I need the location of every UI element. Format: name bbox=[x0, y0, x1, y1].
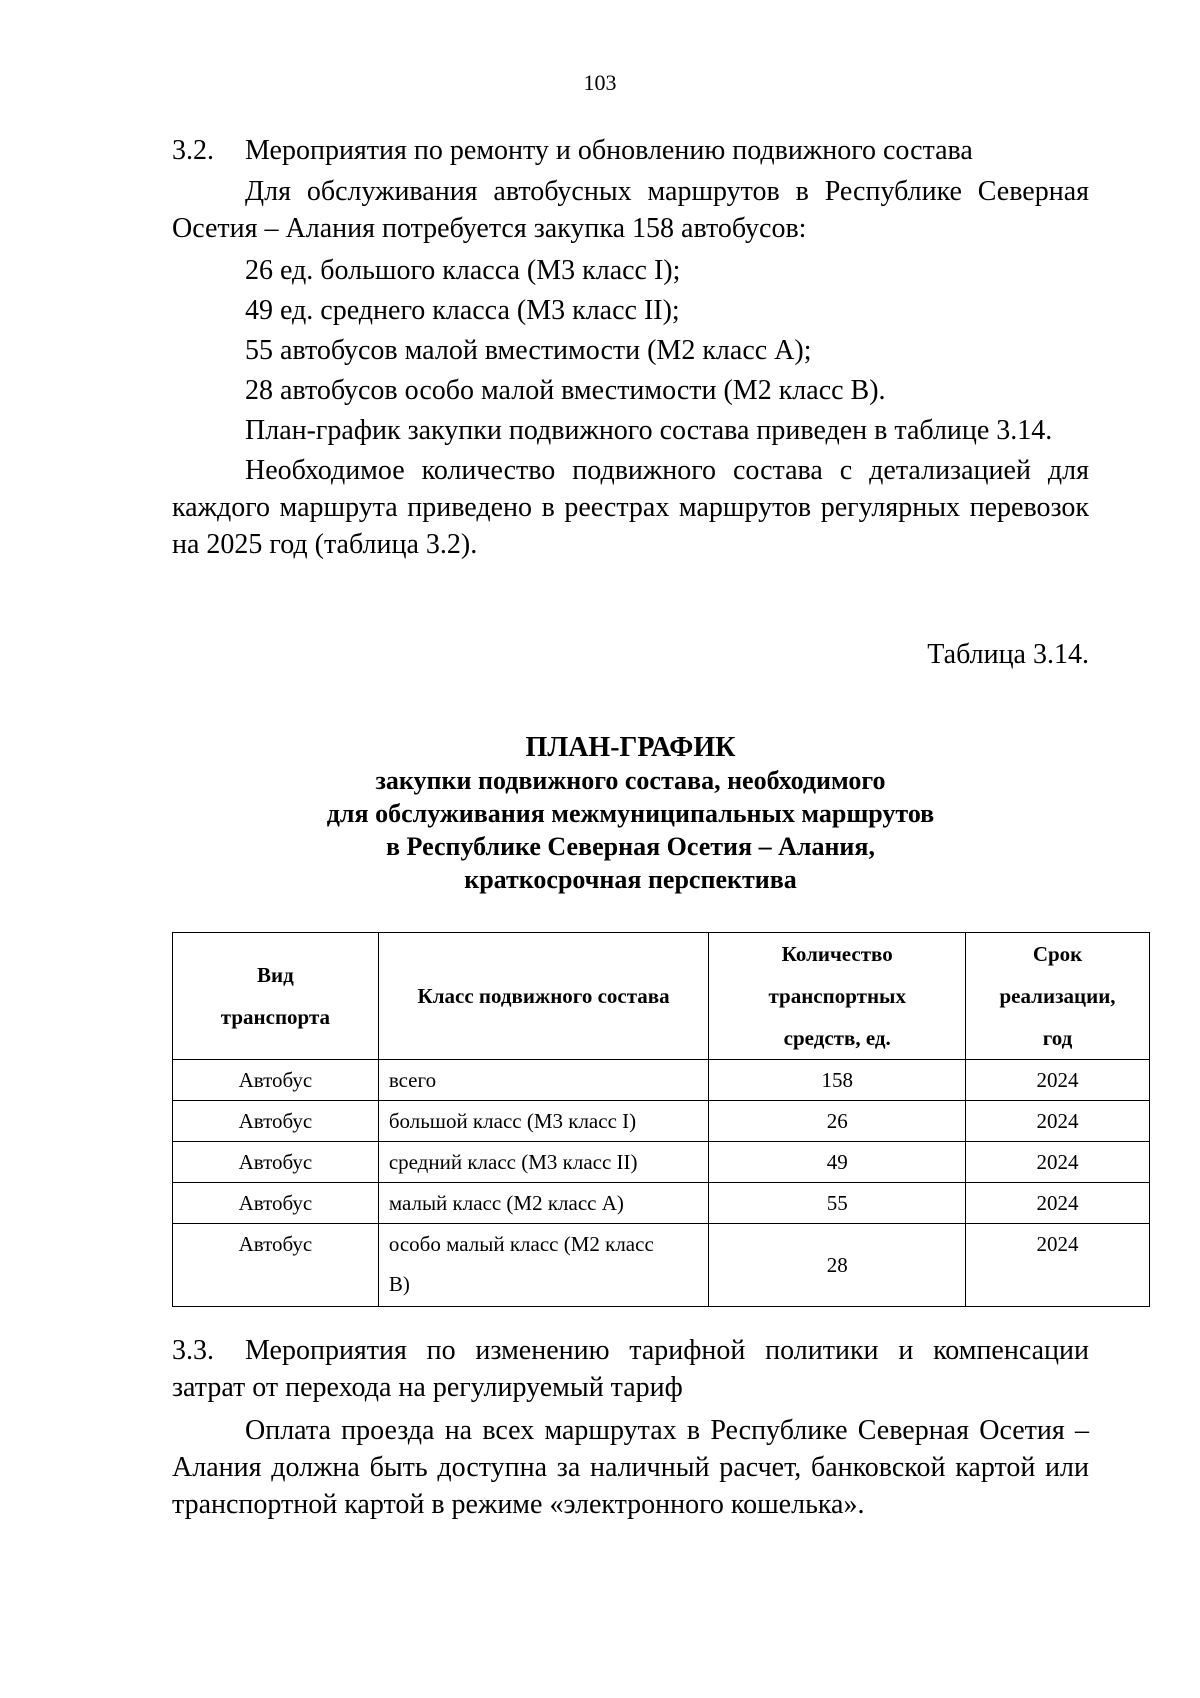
table-title-line: для обслуживания межмуниципальных маршрутов bbox=[326, 799, 935, 828]
list-item: 49 ед. среднего класса (М3 класс II); bbox=[245, 295, 680, 326]
header-text: реализации, bbox=[999, 984, 1116, 1008]
table-row bbox=[173, 1142, 1150, 1183]
cell-year: 2024 bbox=[966, 1224, 1150, 1307]
header-text: Количество bbox=[781, 942, 893, 966]
table-row bbox=[173, 1101, 1150, 1142]
section-title: Мероприятия по изменению тарифной политики и компенсации затрат от перехода на регулируемый тариф bbox=[172, 1335, 1089, 1403]
section-title: Мероприятия по ремонту и обновлению подвижного состава bbox=[245, 135, 973, 166]
header-class: Класс подвижного состава bbox=[378, 933, 709, 1060]
list-item: 28 автобусов особо малой вместимости (М2 класс В). bbox=[245, 375, 886, 406]
header-text: Вид bbox=[257, 963, 294, 987]
header-text: средств, ед. bbox=[783, 1026, 891, 1050]
section-heading-3-2 bbox=[172, 132, 1089, 169]
header-text: Срок bbox=[1032, 942, 1083, 966]
cell-class: большой класс (М3 класс I) bbox=[378, 1101, 709, 1142]
header-term bbox=[966, 933, 1150, 1060]
paragraph-route-details: Необходимое количество подвижного состава с детализацией для каждого маршрута приведено в реестрах маршрутов регулярных перевозок на 2025 год (таблица 3.2). bbox=[172, 455, 1089, 560]
cell-class: всего bbox=[378, 1060, 709, 1101]
cell-year: 2024 bbox=[966, 1183, 1150, 1224]
cell-type: Автобус bbox=[173, 1101, 379, 1142]
table-header-row bbox=[173, 933, 1150, 1060]
header-transport-type bbox=[173, 933, 379, 1060]
table-row bbox=[173, 1183, 1150, 1224]
cell-quantity: 26 bbox=[709, 1101, 966, 1142]
paragraph-payment: Оплата проезда на всех маршрутах в Республике Северная Осетия – Алания должна быть доступна за наличный расчет, банковской картой или транспортной картой в режиме «электронного кошелька». bbox=[172, 1415, 1089, 1520]
table-row bbox=[173, 1060, 1150, 1101]
procurement-table bbox=[172, 932, 1150, 1307]
cell-class: малый класс (М2 класс А) bbox=[378, 1183, 709, 1224]
cell-type: Автобус bbox=[173, 1142, 379, 1183]
section-number: 3.3. bbox=[172, 1335, 214, 1366]
cell-quantity: 158 bbox=[709, 1060, 966, 1101]
cell-year: 2024 bbox=[966, 1060, 1150, 1101]
cell-year: 2024 bbox=[966, 1101, 1150, 1142]
table-title bbox=[172, 731, 1089, 896]
header-quantity bbox=[709, 933, 966, 1060]
table-title-line: ПЛАН-ГРАФИК bbox=[525, 732, 736, 763]
cell-type: Автобус bbox=[173, 1183, 379, 1224]
table-title-line: в Республике Северная Осетия – Алания, bbox=[386, 832, 875, 861]
table-title-line: краткосрочная перспектива bbox=[464, 865, 797, 894]
cell-class-line: В) bbox=[388, 1272, 410, 1296]
table-caption-ref: Таблица 3.14. bbox=[927, 639, 1089, 670]
cell-quantity: 49 bbox=[709, 1142, 966, 1183]
cell-class bbox=[378, 1224, 709, 1307]
header-text: год bbox=[1042, 1026, 1073, 1050]
section-number: 3.2. bbox=[172, 135, 214, 166]
section-heading-3-3 bbox=[172, 1332, 1089, 1406]
cell-year: 2024 bbox=[966, 1142, 1150, 1183]
cell-class-line: особо малый класс (М2 класс bbox=[388, 1232, 654, 1256]
list-item: 55 автобусов малой вместимости (М2 класс А); bbox=[245, 335, 812, 366]
list-item: 26 ед. большого класса (М3 класс I); bbox=[245, 255, 681, 286]
header-text: транспортных bbox=[768, 984, 906, 1008]
page-number: 103 bbox=[583, 70, 617, 95]
table-title-line: закупки подвижного состава, необходимого bbox=[375, 766, 886, 795]
cell-type: Автобус bbox=[173, 1224, 379, 1307]
table-row bbox=[173, 1224, 1150, 1307]
paragraph-bus-purchase: Для обслуживания автобусных маршрутов в Республике Северная Осетия – Алания потребуется закупка 158 автобусов: bbox=[172, 176, 1089, 244]
paragraph-plan-reference: План-график закупки подвижного состава приведен в таблице 3.14. bbox=[245, 415, 1053, 446]
cell-quantity: 55 bbox=[709, 1183, 966, 1224]
header-text: транспорта bbox=[220, 1005, 331, 1029]
cell-quantity: 28 bbox=[709, 1224, 966, 1307]
cell-type: Автобус bbox=[173, 1060, 379, 1101]
cell-class: средний класс (М3 класс II) bbox=[378, 1142, 709, 1183]
